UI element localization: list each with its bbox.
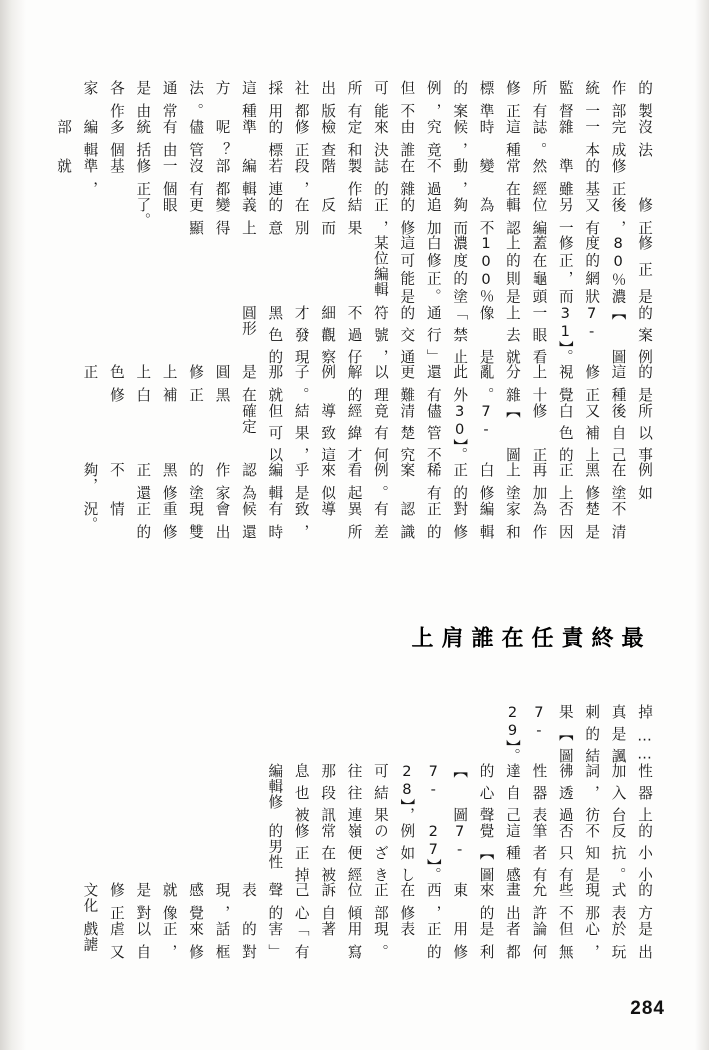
body-column: 修正的基準雖然經常在變動，不過在雜誌的製作階段，若連編輯部都沒有一個修正基準，就 <box>55 157 653 197</box>
page-number: 284 <box>630 998 665 1019</box>
body-column: 是出於玩心，但無論何者都是利用修正的表現。用寫著「有害」的對話框來修正，以自虐又戲謔 <box>81 921 653 960</box>
body-column: 所以事後自己又補上白色的修正【圖7-30】。儘管不清楚究竟有何經緯才導致這結果，但可以確定 <box>239 402 653 463</box>
body-column: 不清楚是否因為作家和編輯對修正的認識有差異所導致，有時候還會出現雙重修正的情況。 <box>81 501 653 541</box>
body-column: 的方式表現那些不允許畫出來的東西，在修正部位傾訴自己心聲的表現，感覺就像是對修正文化 <box>81 882 653 922</box>
body-column: 沒法完成一本雜誌。這種時候，究竟由誰來決定和檢查修正的標準呢？儘管有由統括多個編輯部 <box>55 118 653 158</box>
body-column: 的案例【圖7-31】。一眼看上去就像是「禁止通行」的交通符號，不過仔細觀察才發現黑色的圓形 <box>239 304 653 365</box>
body-column: 的是這種修正視覺上十分雜亂。此外還有更難以理解的例子。那就是在圓黑修正上補上白色修正 <box>81 364 653 403</box>
body-column: 修正是80％濃度的網狀修正，而蓋在龜頭上的則是100％濃度的塗白修正。這可能是某位編輯 <box>371 235 653 305</box>
page-text-block <box>55 80 657 960</box>
body-column: 的小小反抗。不知是否只有筆者有這種感覺【圖7-27】。例如しのざき嶺便經常在被修正掉的男性 <box>266 822 653 883</box>
body-column: 性器上加入台詞，彷彿透過性器表達自己的心聲【圖7-28】，可結果往往連那段訊息也被編輯修 <box>266 763 653 823</box>
body-column: 的製作部統一監督所有修正標準的案例，但不可能所有出版社都採用這種方法。通常是由各作家 <box>81 80 653 119</box>
body-column: 修正後，又有另一位編輯認為不夠而追加的修正，結果反而在別的意義上變得更顯眼了。 <box>134 196 653 236</box>
column-spacer <box>641 665 657 704</box>
body-column: 掉……真是諷刺的結果【圖7-29】。 <box>503 703 653 764</box>
body-column: 例如在塗黑修正上再加上塗白修正的稀有案例。看起來似乎是編輯認為作家的塗黑修正還不夠， <box>81 462 653 502</box>
section-heading: 最終責任在誰肩上 <box>408 626 643 651</box>
